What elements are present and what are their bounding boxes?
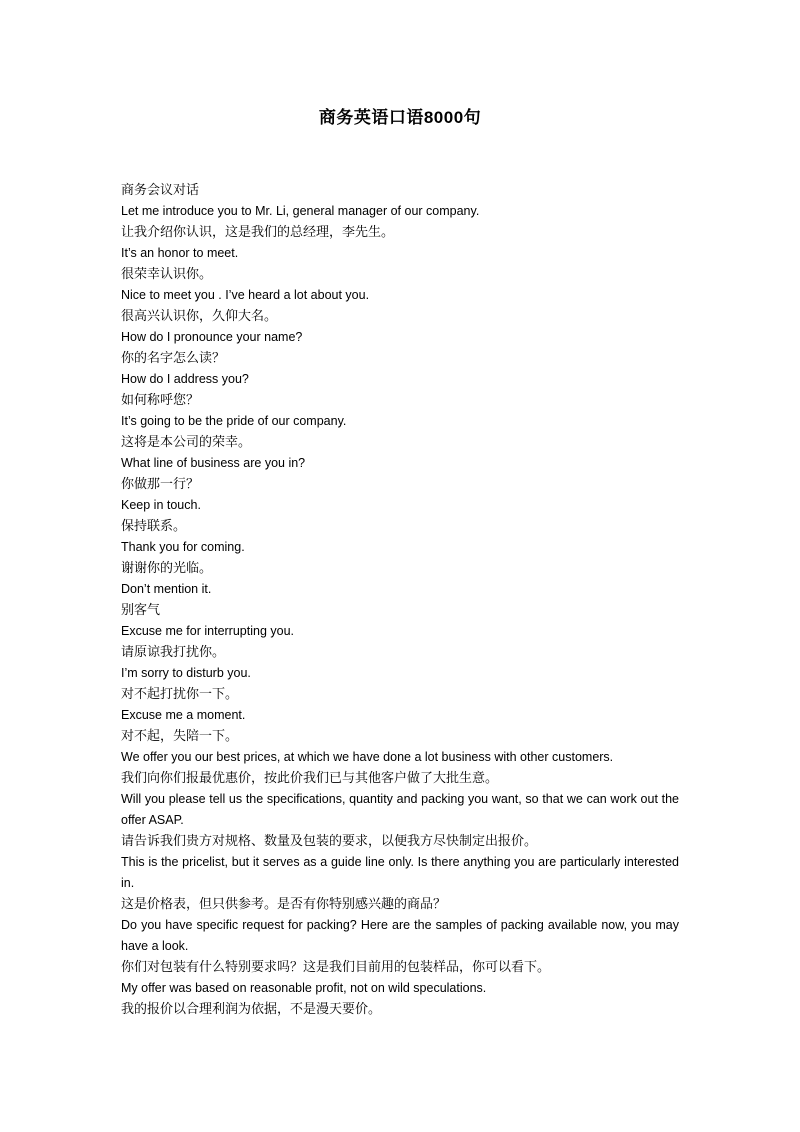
english-sentence: Will you please tell us the specifications, quantity and packing you want, so that we can work out the offer ASAP. bbox=[121, 792, 679, 827]
english-sentence: Nice to meet you . I’ve heard a lot about you. bbox=[121, 288, 370, 302]
chinese-translation: 别客气 bbox=[121, 603, 161, 618]
english-sentence: How do I address you? bbox=[121, 372, 249, 386]
chinese-translation: 你们对包装有什么特别要求吗？这是我们目前用的包装样品，你可以看下。 bbox=[121, 960, 551, 975]
chinese-translation: 很荣幸认识你。 bbox=[121, 267, 213, 282]
chinese-translation: 让我介绍你认识，这是我们的总经理，李先生。 bbox=[121, 225, 395, 240]
chinese-translation: 你做那一行？ bbox=[121, 477, 200, 492]
english-sentence: How do I pronounce your name? bbox=[121, 330, 303, 344]
chinese-translation: 请原谅我打扰你。 bbox=[121, 645, 226, 660]
english-sentence: I’m sorry to disturb you. bbox=[121, 666, 251, 680]
english-sentence: This is the pricelist, but it serves as a guide line only. Is there anything you are particularly interested in. bbox=[121, 855, 679, 890]
english-sentence: Don’t mention it. bbox=[121, 582, 212, 596]
document-body bbox=[121, 180, 679, 1020]
chinese-translation: 对不起，失陪一下。 bbox=[121, 729, 239, 744]
section-heading: 商务会议对话 bbox=[121, 183, 200, 198]
chinese-translation: 请告诉我们贵方对规格、数量及包装的要求，以便我方尽快制定出报价。 bbox=[121, 834, 538, 849]
chinese-translation: 这是价格表，但只供参考。是否有你特别感兴趣的商品？ bbox=[121, 897, 447, 912]
chinese-translation: 我们向你们报最优惠价，按此价我们已与其他客户做了大批生意。 bbox=[121, 771, 499, 786]
chinese-translation: 对不起打扰你一下。 bbox=[121, 687, 239, 702]
english-sentence: It’s going to be the pride of our company. bbox=[121, 414, 347, 428]
english-sentence: Thank you for coming. bbox=[121, 540, 245, 554]
english-sentence: Excuse me a moment. bbox=[121, 708, 246, 722]
chinese-translation: 你的名字怎么读？ bbox=[121, 351, 226, 366]
chinese-translation: 如何称呼您？ bbox=[121, 393, 200, 408]
english-sentence: What line of business are you in? bbox=[121, 456, 306, 470]
english-sentence: Keep in touch. bbox=[121, 498, 201, 512]
chinese-translation: 很高兴认识你，久仰大名。 bbox=[121, 309, 278, 324]
page-title: 商务英语口语8000句 bbox=[318, 108, 482, 127]
english-sentence: Do you have specific request for packing? Here are the samples of packing available now, you may have a look. bbox=[121, 918, 679, 953]
english-sentence: We offer you our best prices, at which we have done a lot business with other customers. bbox=[121, 750, 614, 764]
english-sentence: Excuse me for interrupting you. bbox=[121, 624, 294, 638]
chinese-translation: 谢谢你的光临。 bbox=[121, 561, 213, 576]
chinese-translation: 我的报价以合理利润为依据，不是漫天要价。 bbox=[121, 1002, 382, 1017]
chinese-translation: 保持联系。 bbox=[121, 519, 187, 534]
chinese-translation: 这将是本公司的荣幸。 bbox=[121, 435, 252, 450]
english-sentence: It’s an honor to meet. bbox=[121, 246, 239, 260]
english-sentence: My offer was based on reasonable profit, not on wild speculations. bbox=[121, 981, 487, 995]
english-sentence: Let me introduce you to Mr. Li, general manager of our company. bbox=[121, 204, 480, 218]
